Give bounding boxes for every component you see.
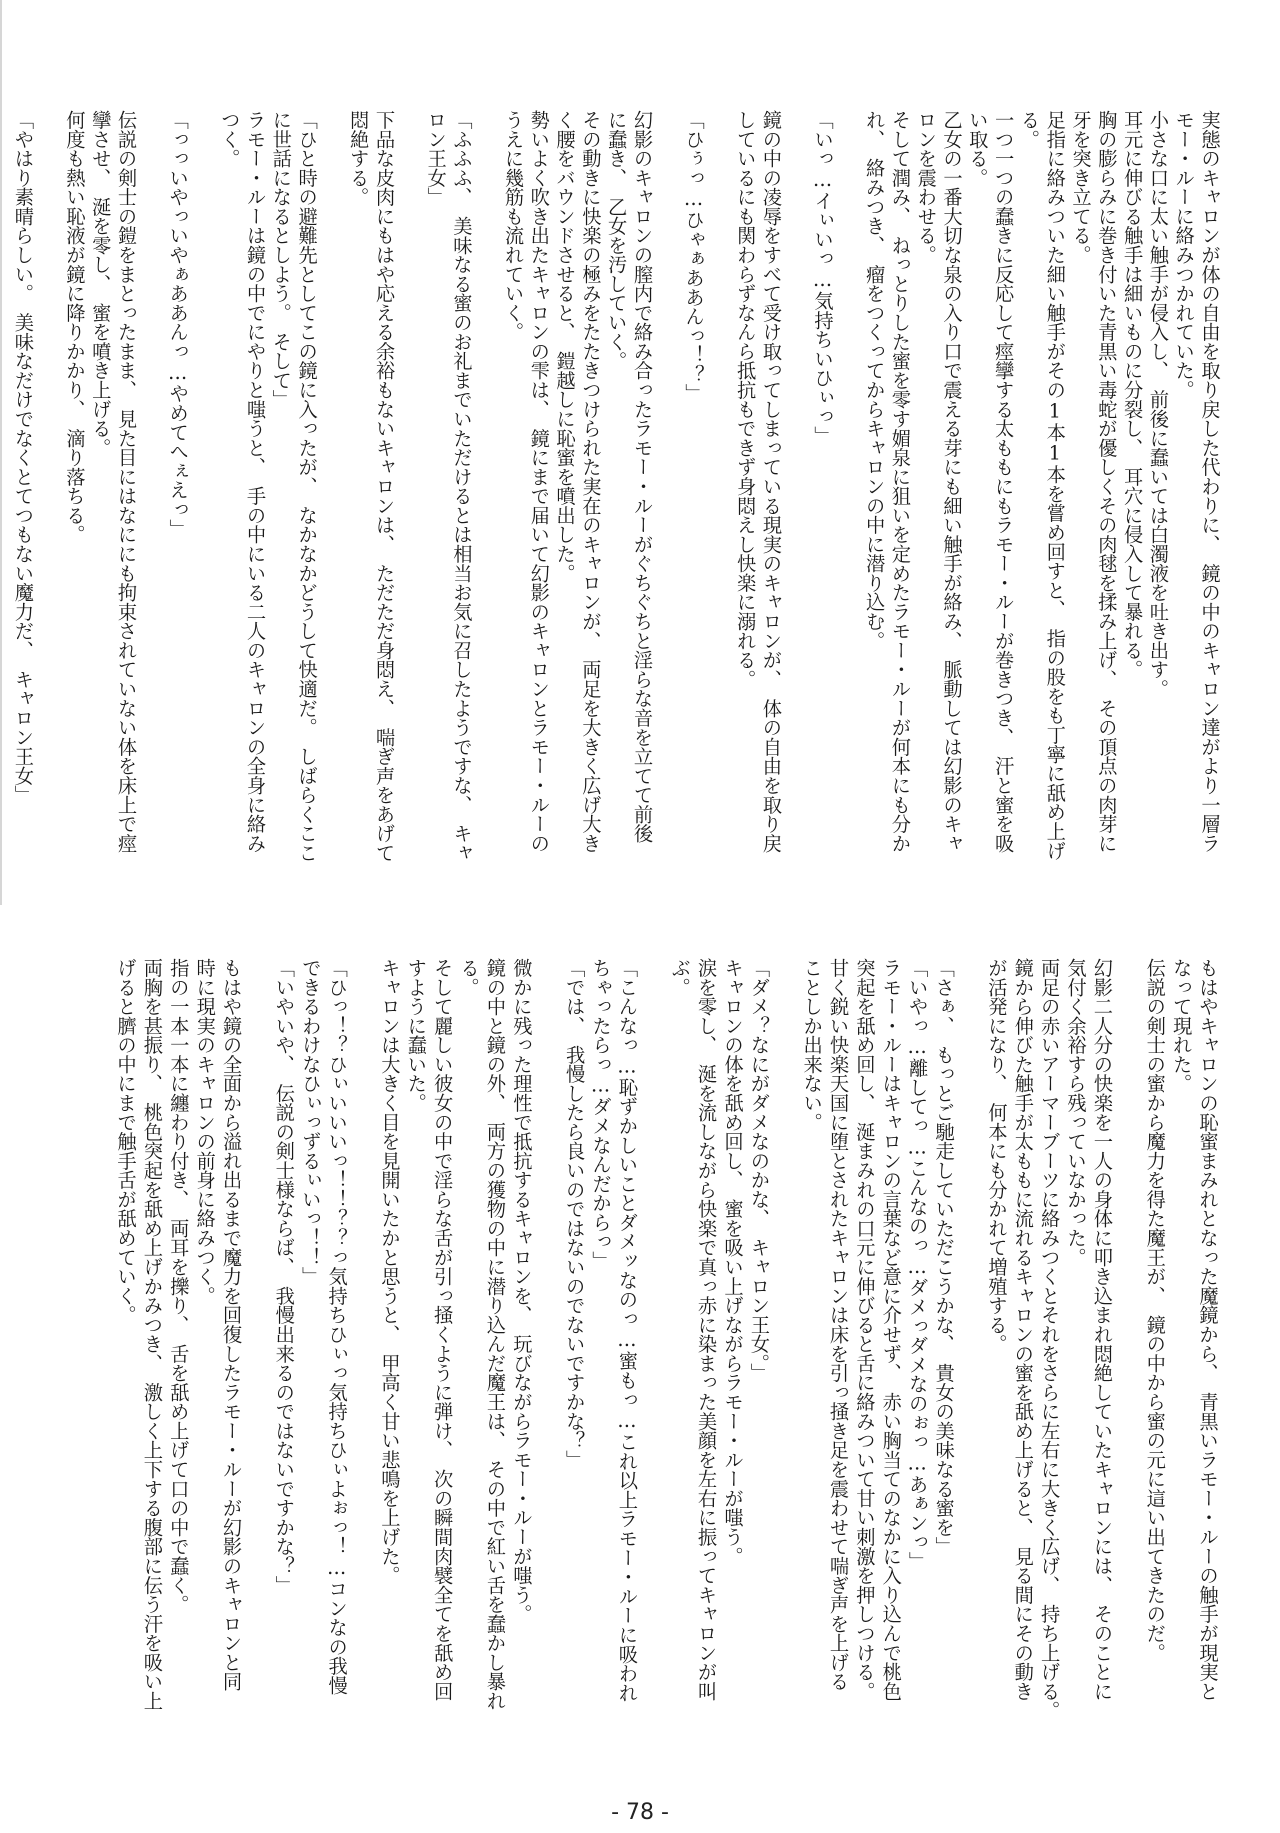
text-line: 「ひっ！？ひぃいいいっ！！？？っ気持ちひぃっ気持ちひぃよぉっ！…コンなの我慢 <box>325 958 349 1695</box>
text-line: ちゃったらっ…ダメなんだからっ」 <box>589 958 613 1271</box>
text-line: その動きに快楽の極みをたたきつけられた実在のキャロンが、 両足を大きく広げ大き <box>578 110 602 853</box>
text-line: 突起を舐め回し、 涎まみれの口元に伸びると舌に絡みついて甘い刺激を押しつける。 <box>852 958 876 1701</box>
text-line: く腰をバウンドさせると、 鎧越しに恥蜜を噴出した。 <box>553 110 577 583</box>
text-line: 時に現実のキャロンの前身に絡みつく。 <box>193 958 217 1306</box>
text-line: できるわけなひぃっずるぃいっ！！」 <box>298 958 322 1286</box>
scan-edge-line <box>0 0 2 905</box>
blank-line <box>319 110 345 870</box>
text-line: 「ひぅっ…ひゃぁああんっ！？」 <box>682 110 706 404</box>
text-line: つく。 <box>217 110 241 168</box>
blank-line <box>397 110 423 870</box>
text-line: 甘く鋭い快楽天国に堕とされたキャロンは床を引っ掻き足を震わせて喘ぎ声を上げる <box>826 958 850 1692</box>
text-line: 「では、 我慢したら良いのではないのでないですかな？」 <box>562 958 586 1470</box>
text-line: うえに幾筋も流れていく。 <box>501 110 525 342</box>
blank-line <box>1114 958 1140 1698</box>
text-line: そして潤み、 ねっとりした蜜を零す媚泉に狙いを定めたラモー・ルーが何本にも分か <box>888 110 912 853</box>
text-line: 実態のキャロンが体の自由を取り戻した代わりに、 鏡の中のキャロン達がより一層ラ <box>1198 110 1221 853</box>
text-line: 「いやいや、 伝説の剣士様ならば、 我慢出来るのではないですかな？」 <box>272 958 296 1595</box>
text-line: 伝説の剣士の鎧をまとったまま、 見た目にはなににも拘束されていない体を床上で痙 <box>114 110 138 853</box>
blank-line <box>534 958 560 1698</box>
text-line: 幻影二人分の快楽を一人の身体に叩き込まれ悶絶していたキャロンには、 そのことに <box>1090 958 1114 1701</box>
blank-line <box>706 110 732 870</box>
text-line: モー・ルーに絡みつかれていた。 <box>1172 110 1196 400</box>
text-line: に世話になるとしよう。 そして」 <box>269 110 293 409</box>
text-line: げると臍の中にまで触手舌が舐めていく。 <box>113 958 137 1325</box>
text-line: ラモー・ルーは鏡の中でにやりと嗤うと、 手の中にいる二人のキャロンの全身に絡み <box>243 110 267 853</box>
text-line: 涙を零し、 涎を流しながら快楽で真っ赤に染まった美顔を左右に振ってキャロンが叫 <box>694 958 718 1701</box>
text-line: すように蠢いた。 <box>404 958 428 1113</box>
text-line: ラモー・ルーはキャロンの言葉など意に介せず、 赤い胸当てのなかに入り込んで桃色 <box>879 958 903 1701</box>
text-line: キャロンの体を舐め回し、 蜜を吸い上げながらラモー・ルーが嗤う。 <box>720 958 744 1566</box>
text-line: い取る。 <box>965 110 989 188</box>
text-line: なって現れた。 <box>1169 958 1193 1094</box>
text-line: 耳元に伸びる触手は細いものに分裂し、 耳穴に侵入して暴れる。 <box>1120 110 1144 680</box>
text-line: 攣させ、 涎を零し、 蜜を噴き上げる。 <box>88 110 112 458</box>
text-line: 胸の膨らみに巻き付いた青黒い毒蛇が優しくその肉毬を揉み上げ、 その頂点の肉芽に <box>1094 110 1118 853</box>
blank-line <box>474 110 500 870</box>
text-line: 「ダメ？なにがダメなのかな、 キャロン王女。」 <box>747 958 771 1383</box>
text-line: 下品な皮肉にもはや応える余裕もないキャロンは、 ただただ身悶え、 喘ぎ声をあげて <box>372 110 396 863</box>
text-line: 鏡の中の凌辱をすべて受け取ってしまっている現実のキャロンが、 体の自由を取り戻 <box>759 110 783 853</box>
text-line: 勢いよく吹き出たキャロンの雫は、 鏡にまで届いて幻影のキャロンとラモー・ルーの <box>527 110 551 853</box>
text-line: 両胸を甚振り、 桃色突起を舐め上げかみつき、 激しく上下する腹部に伝う汗を吸い上 <box>140 958 164 1711</box>
blank-line <box>244 958 270 1698</box>
text-line: 「いっ…イぃいっ…気持ちいひぃっ」 <box>811 110 835 446</box>
text-line: キャロンは大きく目を見開いたかと思うと、 甲高く甘い悲鳴を上げた。 <box>377 958 401 1585</box>
text-line: 指の一本一本に纏わり付き、 両耳を擽り、 舌を舐め上げて口の中で蠢く。 <box>166 958 190 1614</box>
text-line: 微かに残った理性で抵抗するキャロンを、 玩びながらラモー・ルーが嗤う。 <box>509 958 533 1624</box>
text-line: もはやキャロンの恥蜜まみれとなった魔鏡から、 青黒いラモー・ルーの触手が現実と <box>1196 958 1219 1701</box>
text-line: ぶ。 <box>668 958 692 997</box>
blank-line <box>956 958 982 1698</box>
text-line: 牙を突き立てる。 <box>1069 110 1093 265</box>
text-line: れ、 絡みつき、 瘤をつくってからキャロンの中に潜り込む。 <box>862 110 886 651</box>
text-line: る。 <box>1017 110 1041 149</box>
page-number: - 78 - <box>611 1800 669 1825</box>
text-line: 「やはり素晴らしい。 美味なだけでなくとてつもない魔力だ、 キャロン王女」 <box>11 110 35 805</box>
blank-line <box>783 110 809 870</box>
blank-line <box>190 110 216 870</box>
text-line: ロン王女」 <box>424 110 448 207</box>
text-line: 「ふふふ、 美味なる蜜のお礼までいただけるとは相当お気に召したようですな、 キャ <box>449 110 473 863</box>
text-line: ことしか出来ない。 <box>800 958 824 1132</box>
text-line: る。 <box>457 958 481 997</box>
text-line: そして麗しい彼女の中で淫らな舌が引っ掻くように弾け、 次の瞬間肉襞全てを舐め回 <box>430 958 454 1701</box>
text-line: 足指に絡みついた細い触手がその1本1本を嘗め回すと、 指の股をも丁寧に舐め上げ <box>1043 110 1067 861</box>
text-line: 「さぁ、 もっとご馳走していただこうかな、 貴女の美味なる蜜を」 <box>932 958 956 1556</box>
text-line: 両足の赤いアーマーブーツに絡みつくとそれをさらに左右に大きく広げ、 持ち上げる。 <box>1037 958 1061 1720</box>
text-line: しているにも関わらずなんら抵抗もできず身悶えし快楽に溺れる。 <box>733 110 757 689</box>
text-line: が活発になり、 何本にも分かれて増殖する。 <box>984 958 1008 1354</box>
text-line: 「いやっ…離してっ…こんなのっ…ダメっダメなのぉっ…あぁンっ」 <box>905 958 929 1571</box>
blank-line <box>835 110 861 870</box>
text-line: 「こんなっ…恥ずかしいことダメッなのっ…蜜もっ…これ以上ラモー・ルーに吸われ <box>615 958 639 1703</box>
text-line: 一つ一つの蠢きに反応して痙攣する太ももにもラモー・ルーが巻きつき、 汗と蜜を吸 <box>991 110 1015 853</box>
lower-text-block <box>112 958 1220 1720</box>
text-line: もはや鏡の全面から溢れ出るまで魔力を回復したラモー・ルーが幻影のキャロンと同 <box>219 958 243 1692</box>
upper-text-block <box>10 110 1222 870</box>
blank-line <box>35 110 61 870</box>
text-line: 「ひと時の避難先としてこの鏡に入ったが、 なかなかどうして快適だ。 しばらくここ <box>295 110 319 863</box>
text-line: ロンを震わせる。 <box>914 110 938 265</box>
text-line: 鏡から伸びた触手が太ももに流れるキャロンの蜜を舐め上げると、 見る間にその動き <box>1011 958 1035 1701</box>
text-line: 乙女の一番大切な泉の入り口で震える芽にも細い触手が絡み、 脈動しては幻影のキャ <box>940 110 964 853</box>
text-line: 伝説の剣士の蜜から魔力を得た魔王が、 鏡の中から蜜の元に這い出てきたのだ。 <box>1143 958 1167 1663</box>
text-line: 幻影のキャロンの膣内で絡み合ったラモー・ルーがぐちぐちと淫らな音を立てて前後 <box>630 110 654 844</box>
blank-line <box>639 958 665 1698</box>
blank-line <box>139 110 165 870</box>
text-line: 「っっいやっいやぁああんっ…やめてへぇえっ」 <box>166 110 190 539</box>
text-line: 悶絶する。 <box>346 110 370 207</box>
text-line: に蠢き、 乙女を汚していく。 <box>604 110 628 371</box>
blank-line <box>349 958 375 1698</box>
text-line: 何度も熱い恥液が鏡に降りかかり、 滴り落ちる。 <box>62 110 86 545</box>
text-line: 鏡の中と鏡の外、 両方の獲物の中に潜り込んだ魔王は、 その中で紅い舌を蠢かし暴れ <box>483 958 507 1711</box>
blank-line <box>771 958 797 1698</box>
text-line: 小さな口に太い触手が侵入し、 前後に蠢いては白濁液を吐き出す。 <box>1146 110 1170 699</box>
blank-line <box>654 110 680 870</box>
text-line: 気付く余裕すら残っていなかった。 <box>1064 958 1088 1267</box>
